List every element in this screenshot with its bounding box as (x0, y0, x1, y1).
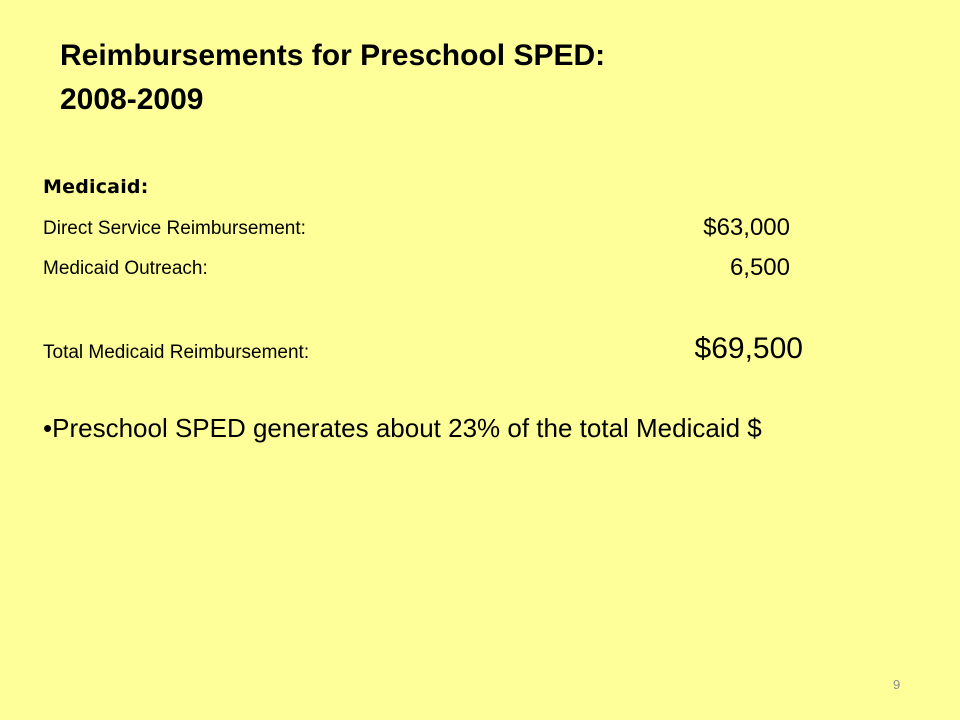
medicaid-heading: Medicaid: (43, 176, 149, 198)
total-medicaid-row (43, 324, 803, 366)
title-line-1: Reimbursements for Preschool SPED: (60, 39, 606, 72)
direct-service-amount: $63,000 (703, 214, 790, 241)
medicaid-outreach-row (43, 248, 803, 282)
direct-service-row (43, 208, 803, 242)
medicaid-outreach-amount: 6,500 (729, 254, 790, 281)
direct-service-label: Direct Service Reimbursement: (43, 218, 306, 239)
title-line-2: 2008-2009 (60, 83, 204, 116)
page-number: 9 (893, 677, 901, 692)
summary-bullet: •Preschool SPED generates about 23% of the total Medicaid $ (43, 413, 762, 443)
slide-title (60, 34, 920, 122)
total-medicaid-label: Total Medicaid Reimbursement: (43, 342, 310, 363)
total-medicaid-amount: $69,500 (694, 332, 803, 365)
medicaid-outreach-label: Medicaid Outreach: (43, 258, 208, 279)
